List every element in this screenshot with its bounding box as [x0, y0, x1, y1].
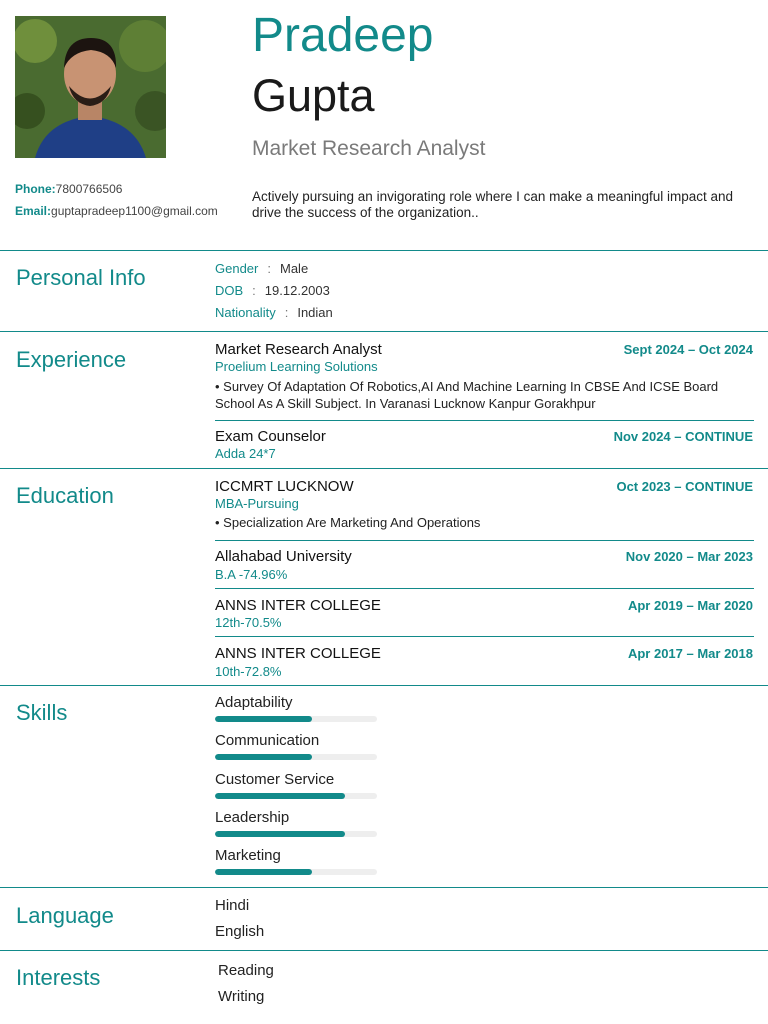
objective-statement: Actively pursuing an invigorating role where I can make a meaningful impact and drive the success of the organization..: [252, 189, 734, 220]
education-date: Nov 2020 – Mar 2023: [625, 549, 753, 564]
skill-name: Adaptability: [215, 694, 293, 711]
email-label: Email:: [15, 204, 52, 218]
skill-bar: [215, 716, 377, 722]
divider: [0, 950, 768, 951]
item-divider: [215, 588, 754, 589]
divider: [0, 250, 768, 251]
email-value: guptapradeep1100@gmail.com: [51, 204, 218, 218]
skill-bar: [215, 754, 377, 760]
section-title-interests: Interests: [16, 965, 101, 990]
skill-name: Leadership: [215, 809, 290, 826]
experience-org: Proelium Learning Solutions: [215, 359, 378, 374]
item-divider: [215, 540, 754, 541]
email-line: [15, 203, 220, 219]
experience-role: Exam Counselor: [215, 428, 326, 445]
education-date: Oct 2023 – CONTINUE: [616, 479, 753, 494]
info-row-dob: DOB : 19.12.2003: [215, 283, 330, 298]
experience-org: Adda 24*7: [215, 446, 276, 461]
skill-bar: [215, 793, 377, 799]
skill-bar-fill: [215, 754, 312, 760]
education-school: Allahabad University: [215, 548, 352, 565]
section-title-skills: Skills: [16, 700, 68, 725]
section-title-personal-info: Personal Info: [16, 265, 146, 290]
experience-date: Nov 2024 – CONTINUE: [613, 429, 753, 444]
language-item: Hindi: [215, 897, 250, 914]
first-name: Pradeep: [252, 9, 434, 62]
section-title-education: Education: [16, 483, 114, 508]
interest-item: Reading: [218, 962, 274, 979]
divider: [0, 331, 768, 332]
education-description: • Specialization Are Marketing And Operations: [215, 515, 481, 530]
phone-line: [15, 181, 220, 197]
section-title-language: Language: [16, 903, 114, 928]
skill-name: Marketing: [215, 847, 281, 864]
phone-value: 7800766506: [55, 182, 123, 196]
experience-date: Sept 2024 – Oct 2024: [623, 342, 753, 357]
section-title-experience: Experience: [16, 347, 127, 372]
last-name: Gupta: [252, 70, 375, 121]
education-school: ANNS INTER COLLEGE: [215, 597, 381, 614]
education-school: ICCMRT LUCKNOW: [215, 478, 354, 495]
skill-bar: [215, 831, 377, 837]
skill-bar-fill: [215, 869, 312, 875]
experience-description: • Survey Of Adaptation Of Robotics,AI And Machine Learning In CBSE And ICSE Board School As A Skill Subject. In Varanasi Lucknow Kanpur Gorakhpur: [215, 379, 719, 411]
education-date: Apr 2017 – Mar 2018: [627, 646, 753, 661]
phone-label: Phone:: [15, 182, 56, 196]
divider: [0, 685, 768, 686]
info-row-nationality: Nationality : Indian: [215, 305, 333, 320]
education-degree: 12th-70.5%: [215, 615, 282, 630]
job-title: Market Research Analyst: [252, 137, 486, 160]
skill-bar-fill: [215, 793, 345, 799]
divider: [0, 468, 768, 469]
item-divider: [215, 420, 754, 421]
profile-photo: [15, 16, 166, 158]
education-degree: MBA-Pursuing: [215, 496, 299, 511]
experience-role: Market Research Analyst: [215, 341, 382, 358]
education-degree: 10th-72.8%: [215, 664, 282, 679]
interest-item: Writing: [218, 988, 265, 1005]
education-date: Apr 2019 – Mar 2020: [627, 598, 753, 613]
skill-bar-fill: [215, 831, 345, 837]
skill-name: Communication: [215, 732, 320, 749]
skill-bar: [215, 869, 377, 875]
language-item: English: [215, 923, 265, 940]
divider: [0, 887, 768, 888]
skill-bar-fill: [215, 716, 312, 722]
info-row-gender: Gender : Male: [215, 261, 309, 276]
education-school: ANNS INTER COLLEGE: [215, 645, 381, 662]
education-degree: B.A -74.96%: [215, 567, 288, 582]
skill-name: Customer Service: [215, 771, 335, 788]
item-divider: [215, 636, 754, 637]
